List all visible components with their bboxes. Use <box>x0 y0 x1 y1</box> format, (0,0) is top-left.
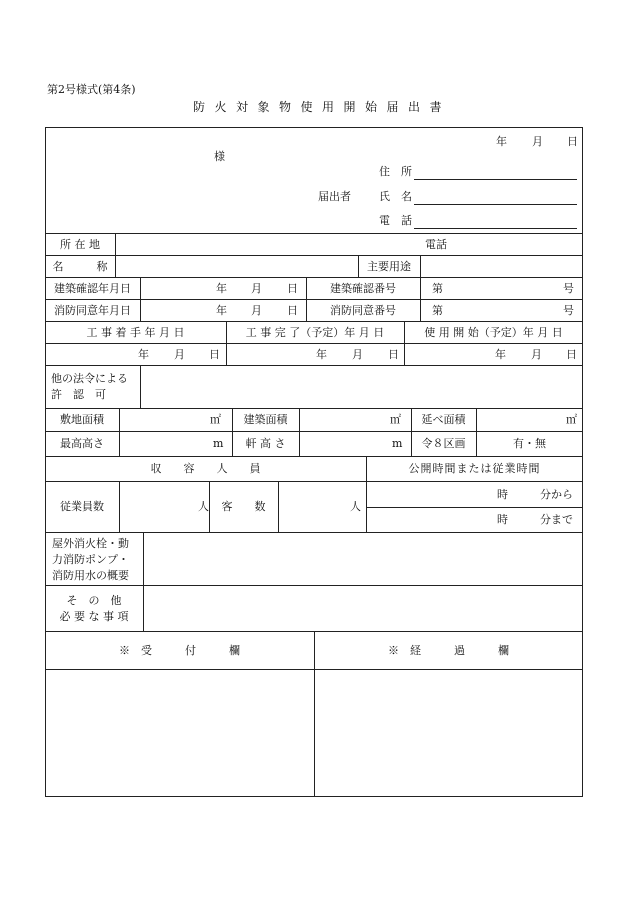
row-line <box>45 585 583 586</box>
date-day: 日 <box>566 348 577 361</box>
date-year: 年 <box>316 348 327 361</box>
document-title: 防火対象物使用開始届出書 <box>192 100 451 114</box>
from-label: 分から <box>540 488 573 501</box>
building-confirm-date-label: 建築確認年月日 <box>54 282 131 295</box>
use-start-label: 使 用 開 始（予定）年 月 日 <box>424 326 563 339</box>
row-line <box>45 343 583 344</box>
floor-area-label: 延べ面積 <box>421 413 466 426</box>
other-laws-label-2: 許 認 可 <box>51 388 106 401</box>
date-day: 日 <box>287 304 298 317</box>
form-number: 第2号様式(第4条) <box>47 83 136 96</box>
col-line <box>119 481 120 532</box>
date-month: 月 <box>174 348 185 361</box>
number-suffix: 号 <box>563 282 574 295</box>
date-month: 月 <box>531 348 542 361</box>
visitors-label: 客 数 <box>221 500 266 513</box>
number-prefix: 第 <box>432 304 443 317</box>
row-line <box>45 233 583 234</box>
person-unit: 人 <box>198 500 209 513</box>
eave-height-label: 軒 高 さ <box>245 437 286 450</box>
height-unit: m <box>213 437 224 450</box>
row-line <box>45 408 583 409</box>
progress-label: ※ 経 過 欄 <box>388 644 509 657</box>
construction-complete-label: 工 事 完 了（予定）年 月 日 <box>245 326 385 339</box>
hour-label: 時 <box>497 513 508 526</box>
building-area-label: 建築面積 <box>243 413 288 426</box>
number-prefix: 第 <box>432 282 443 295</box>
row-line <box>45 321 583 322</box>
date-year: 年 <box>495 348 506 361</box>
district-value: 有・無 <box>513 437 546 450</box>
col-line <box>140 365 141 408</box>
notification-day: 日 <box>567 135 578 148</box>
capacity-label: 収 容 人 員 <box>150 462 261 475</box>
date-day: 日 <box>209 348 220 361</box>
reception-label: ※ 受 付 欄 <box>119 644 240 657</box>
date-month: 月 <box>251 304 262 317</box>
main-use-label: 主要用途 <box>367 260 411 273</box>
area-unit: ㎡ <box>390 413 401 426</box>
col-line <box>299 408 300 456</box>
height-unit: m <box>392 437 403 450</box>
until-label: 分まで <box>540 513 573 526</box>
addressee-suffix: 様 <box>214 150 225 163</box>
person-unit: 人 <box>350 500 361 513</box>
outdoor-summary-label-2: 力消防ポンプ・ <box>52 553 129 566</box>
area-unit: ㎡ <box>210 413 221 426</box>
col-line <box>420 255 421 277</box>
employees-label: 従業員数 <box>60 500 104 513</box>
hours-label: 公開時間または従業時間 <box>408 462 541 475</box>
phone-label: 電 話 <box>379 214 412 227</box>
construction-start-label: 工 事 着 手 年 月 日 <box>86 326 185 339</box>
other-items-label-2: 必 要 な 事 項 <box>59 610 129 623</box>
row-line <box>45 431 583 432</box>
phone-line <box>414 228 577 229</box>
facility-name-label: 名 称 <box>52 260 108 273</box>
date-day: 日 <box>287 282 298 295</box>
district-label: 令８区画 <box>421 437 466 450</box>
address-label: 住 所 <box>379 165 412 178</box>
row-line <box>45 532 583 533</box>
notification-year: 年 <box>496 135 507 148</box>
max-height-label: 最高高さ <box>60 437 104 450</box>
row-line <box>45 277 583 278</box>
outdoor-summary-label-3: 消防用水の概要 <box>52 569 129 582</box>
row-line <box>45 481 583 482</box>
name-label: 氏 名 <box>379 190 412 203</box>
other-laws-label-1: 他の法令による <box>51 372 128 385</box>
number-suffix: 号 <box>563 304 574 317</box>
col-line <box>143 532 144 631</box>
area-unit: ㎡ <box>566 413 577 426</box>
building-confirm-no-label: 建築確認番号 <box>330 282 396 295</box>
row-line <box>366 507 583 508</box>
outdoor-summary-label-1: 屋外消火栓・動 <box>52 537 129 550</box>
date-month: 月 <box>352 348 363 361</box>
col-line <box>420 277 421 321</box>
address-line <box>414 179 577 180</box>
fire-consent-no-label: 消防同意番号 <box>330 304 396 317</box>
location-phone-label: 電話 <box>425 238 447 251</box>
row-line <box>45 365 583 366</box>
col-line <box>278 481 279 532</box>
row-line <box>45 299 583 300</box>
fire-consent-date-label: 消防同意年月日 <box>54 304 131 317</box>
date-day: 日 <box>388 348 399 361</box>
notification-month: 月 <box>532 135 543 148</box>
date-month: 月 <box>251 282 262 295</box>
row-line <box>45 255 583 256</box>
other-items-label-1: そ の 他 <box>66 594 122 607</box>
date-year: 年 <box>216 304 227 317</box>
notifier-label: 届出者 <box>318 190 351 203</box>
date-year: 年 <box>216 282 227 295</box>
location-label: 所 在 地 <box>60 238 100 251</box>
site-area-label: 敷地面積 <box>60 413 104 426</box>
col-line <box>119 408 120 456</box>
col-line <box>140 277 141 321</box>
date-year: 年 <box>138 348 149 361</box>
col-line <box>115 233 116 277</box>
name-line <box>414 204 577 205</box>
hour-label: 時 <box>497 488 508 501</box>
row-line <box>45 456 583 457</box>
